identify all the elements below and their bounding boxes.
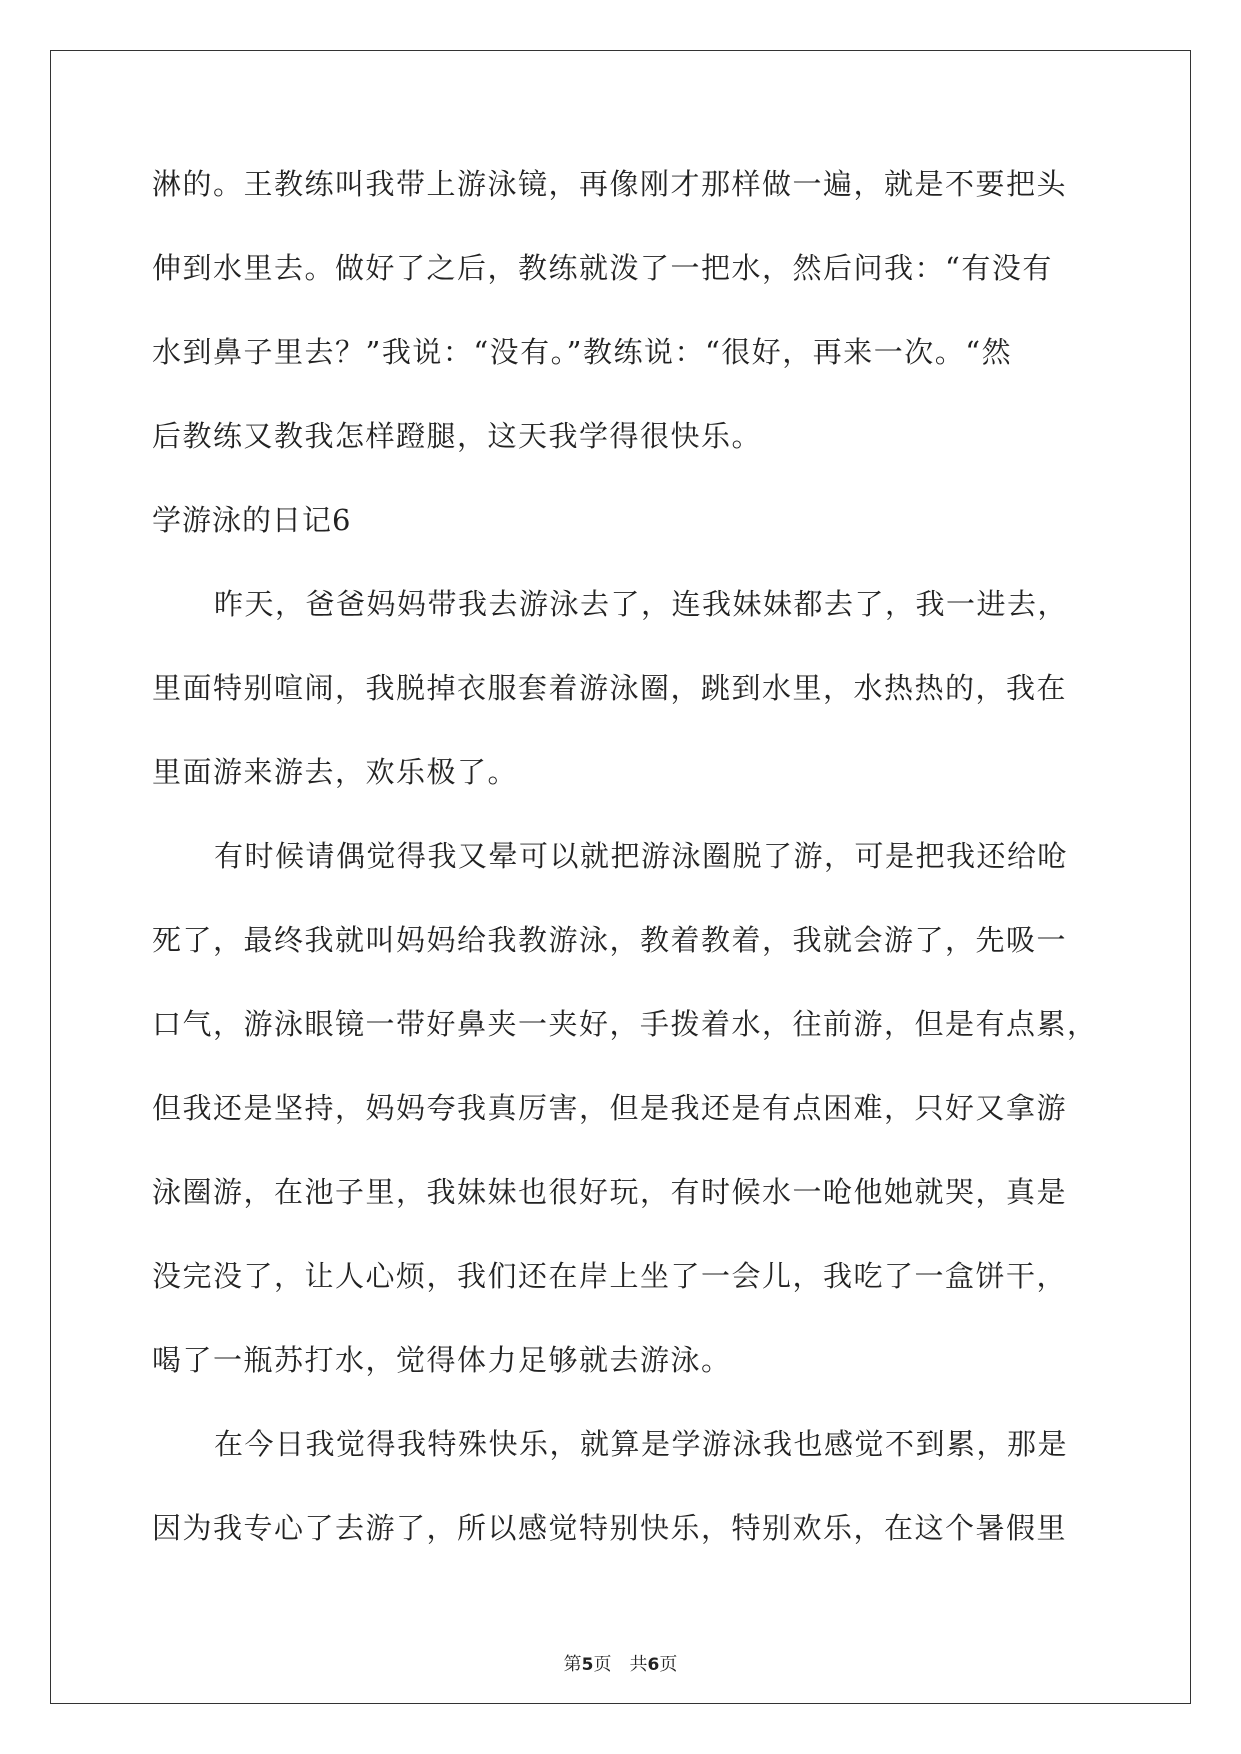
text-line: 水到鼻子里去？”我说：“没有。”教练说：“很好，再来一次。“然 — [152, 335, 1013, 369]
paragraph-first-line: 在今日我觉得我特殊快乐，就算是学游泳我也感觉不到累，那是 — [214, 1427, 1069, 1461]
section-heading: 学游泳的日记6 — [152, 503, 352, 537]
page-prefix: 第 — [563, 1654, 582, 1675]
text-line: 里面游来游去，欢乐极了。 — [152, 755, 519, 789]
paragraph-first-line: 有时候请偶觉得我又晕可以就把游泳圈脱了游，可是把我还给呛 — [214, 839, 1069, 873]
page-total-number: 6 — [647, 1655, 660, 1675]
text-line: 没完没了，让人心烦，我们还在岸上坐了一会儿，我吃了一盒饼干， — [152, 1259, 1068, 1293]
page-suffix: 页 — [593, 1654, 612, 1675]
text-line: 口气，游泳眼镜一带好鼻夹一夹好，手拨着水，往前游，但是有点累， — [152, 1007, 1098, 1041]
text-line: 因为我专心了去游了，所以感觉特别快乐，特别欢乐，在这个暑假里 — [152, 1511, 1068, 1545]
paragraph-first-line: 昨天，爸爸妈妈带我去游泳去了，连我妹妹都去了，我一进去， — [214, 587, 1069, 621]
total-suffix: 页 — [659, 1654, 678, 1675]
page-current-number: 5 — [581, 1655, 594, 1675]
text-line: 里面特别喧闹，我脱掉衣服套着游泳圈，跳到水里，水热热的，我在 — [152, 671, 1068, 705]
text-line: 淋的。王教练叫我带上游泳镜，再像刚才那样做一遍，就是不要把头 — [152, 167, 1068, 201]
page-footer — [0, 1650, 1241, 1676]
total-prefix: 共 — [629, 1654, 648, 1675]
text-line: 泳圈游，在池子里，我妹妹也很好玩，有时候水一呛他她就哭，真是 — [152, 1175, 1068, 1209]
text-line: 后教练又教我怎样蹬腿，这天我学得很快乐。 — [152, 419, 763, 453]
document-body — [152, 160, 1098, 1588]
text-line: 死了，最终我就叫妈妈给我教游泳，教着教着，我就会游了，先吸一 — [152, 923, 1068, 957]
text-line: 但我还是坚持，妈妈夸我真厉害，但是我还是有点困难，只好又拿游 — [152, 1091, 1068, 1125]
text-line: 伸到水里去。做好了之后，教练就泼了一把水，然后问我：“有没有 — [152, 251, 1053, 285]
text-line: 喝了一瓶苏打水，觉得体力足够就去游泳。 — [152, 1343, 732, 1377]
